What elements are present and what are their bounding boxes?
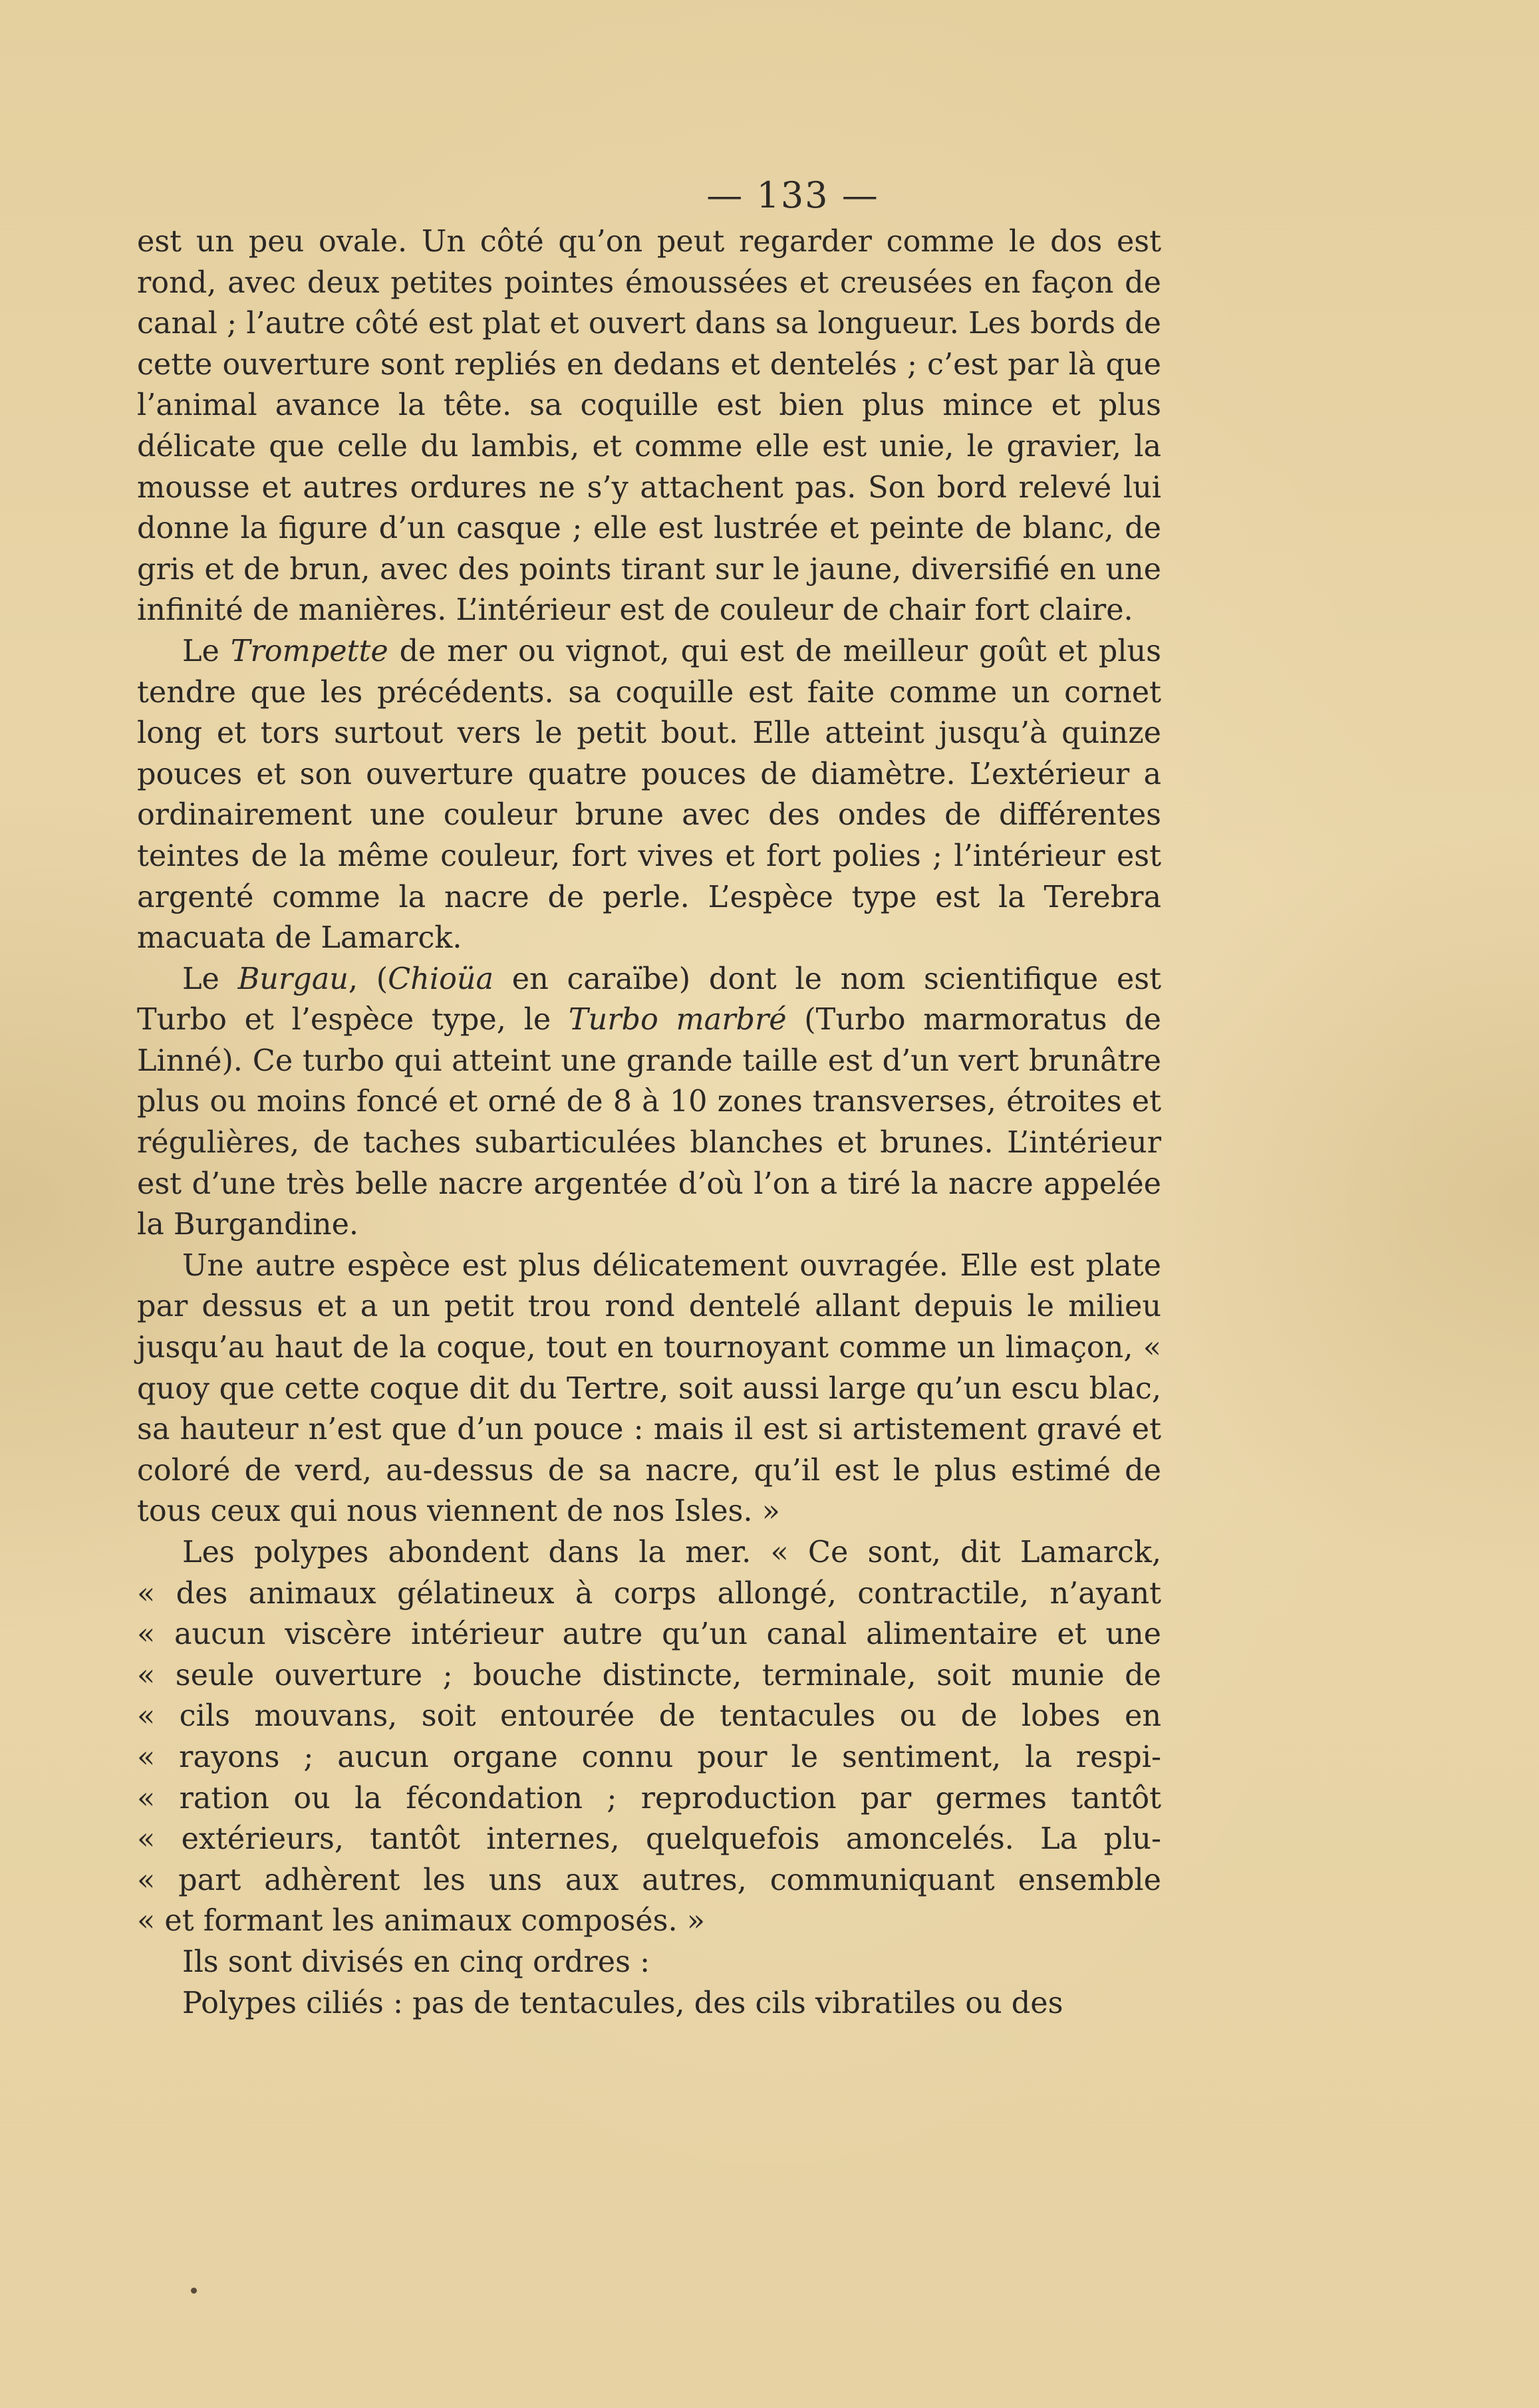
page-number: — 133 — <box>706 174 879 216</box>
quote-line: « extérieurs, tantôt internes, quelquefois amoncelés. La plu- <box>137 1822 1161 1857</box>
ink-speck <box>191 2288 197 2294</box>
quote-line: « ration ou la fécondation ; reproduction par germes tantôt <box>137 1781 1161 1815</box>
quote-line: Les polypes abondent dans la mer. « Ce sont, dit Lamarck, <box>182 1536 1161 1569</box>
italic-term: Trompette <box>230 634 388 668</box>
lamarck-quote-paragraph <box>137 1532 1161 1942</box>
quote-line: « seule ouverture ; bouche distincte, terminale, soit munie de <box>137 1658 1161 1692</box>
text-run: Une autre espèce est plus délicatement ouvragée. Elle est plate par dessus et a un petit trou rond dentelé allant depuis le milieu jusqu’au haut de la coque, tout en tournoyant comme un limaçon, « quoy que cette coque dit du Tertre, soit aussi large qu’un escu blac, sa hauteur n’est que d’un pouce : mais il est si artistement gravé et coloré de verd, au-dessus de sa nacre, qu’il est le plus estimé de tous ceux qui nous viennent de nos Isles. » <box>137 1248 1161 1529</box>
quote-line: « et formant les animaux composés. » <box>137 1904 705 1939</box>
text-run: est un peu ovale. Un côté qu’on peut regarder comme le dos est rond, avec deux petites pointes émoussées et creusées en façon de canal ; l’autre côté est plat et ouvert dans sa longueur. Les bords de cette ouverture sont repliés en dedans et dentelés ; c’est par là que l’animal avance la tête. sa coquille est bien plus mince et plus délicate que celle du lambis, et comme elle est unie, le gravier, la mousse et autres ordures ne s’y attachent pas. Son bord relevé lui donne la figure d’un casque ; elle est lustrée et peinte de blanc, de gris et de brun, avec des points tirant sur le jaune, diversifié en une infinité de manières. L’intérieur est de couleur de chair fort claire. <box>137 225 1161 628</box>
quote-line: « rayons ; aucun organe connu pour le sentiment, la respi- <box>137 1740 1161 1774</box>
text-run: en caraïbe) dont le nom scientifique est Turbo et l’espèce type, le <box>137 962 1161 1037</box>
paragraph-4 <box>137 1246 1161 1532</box>
quote-line: « part adhèrent les uns aux autres, communiquant ensemble <box>137 1863 1161 1897</box>
text-run: Le <box>182 962 238 996</box>
quote-line: « aucun viscère intérieur autre qu’un canal alimentaire et une <box>137 1617 1161 1652</box>
italic-term: Chioüa <box>388 962 494 996</box>
paragraph-polypes-cilies: Polypes ciliés : pas de tentacules, des cils vibratiles ou des <box>182 1986 1063 2020</box>
paragraph-3 <box>137 959 1161 1246</box>
paragraph-1 <box>137 221 1161 631</box>
text-run: (Turbo marmoratus de Linné). Ce turbo qui atteint une grande taille est d’un vert brunâtre plus ou moins foncé et orné de 8 à 10 zones transverses, étroites et régulières, de taches subarticulées blanches et brunes. L’intérieur est d’une très belle nacre argentée d’où l’on a tiré la nacre appelée la Burgandine. <box>137 1003 1161 1242</box>
paragraph-orders: Ils sont divisés en cinq ordres : <box>182 1944 650 1979</box>
quote-line: « des animaux gélatineux à corps allongé, contractile, n’ayant <box>137 1576 1161 1611</box>
quote-line: « cils mouvans, soit entourée de tentacules ou de lobes en <box>137 1699 1161 1734</box>
text-run: , ( <box>348 962 388 996</box>
paragraph-2 <box>137 631 1161 959</box>
text-run: Le <box>182 634 231 668</box>
text-run: de mer ou vignot, qui est de meilleur goût et plus tendre que les précédents. sa coquille est faite comme un cornet long et tors surtout vers le petit bout. Elle atteint jusqu’à quinze pouces et son ouverture quatre pouces de diamètre. L’extérieur a ordinairement une couleur brune avec des ondes de différentes teintes de la même couleur, fort vives et fort polies ; l’intérieur est argenté comme la nacre de perle. L’espèce type est la Terebra macuata de Lamarck. <box>137 634 1162 956</box>
italic-term: Turbo marbré <box>568 1003 787 1037</box>
body-text <box>137 221 1161 2024</box>
italic-term: Burgau <box>237 962 349 996</box>
